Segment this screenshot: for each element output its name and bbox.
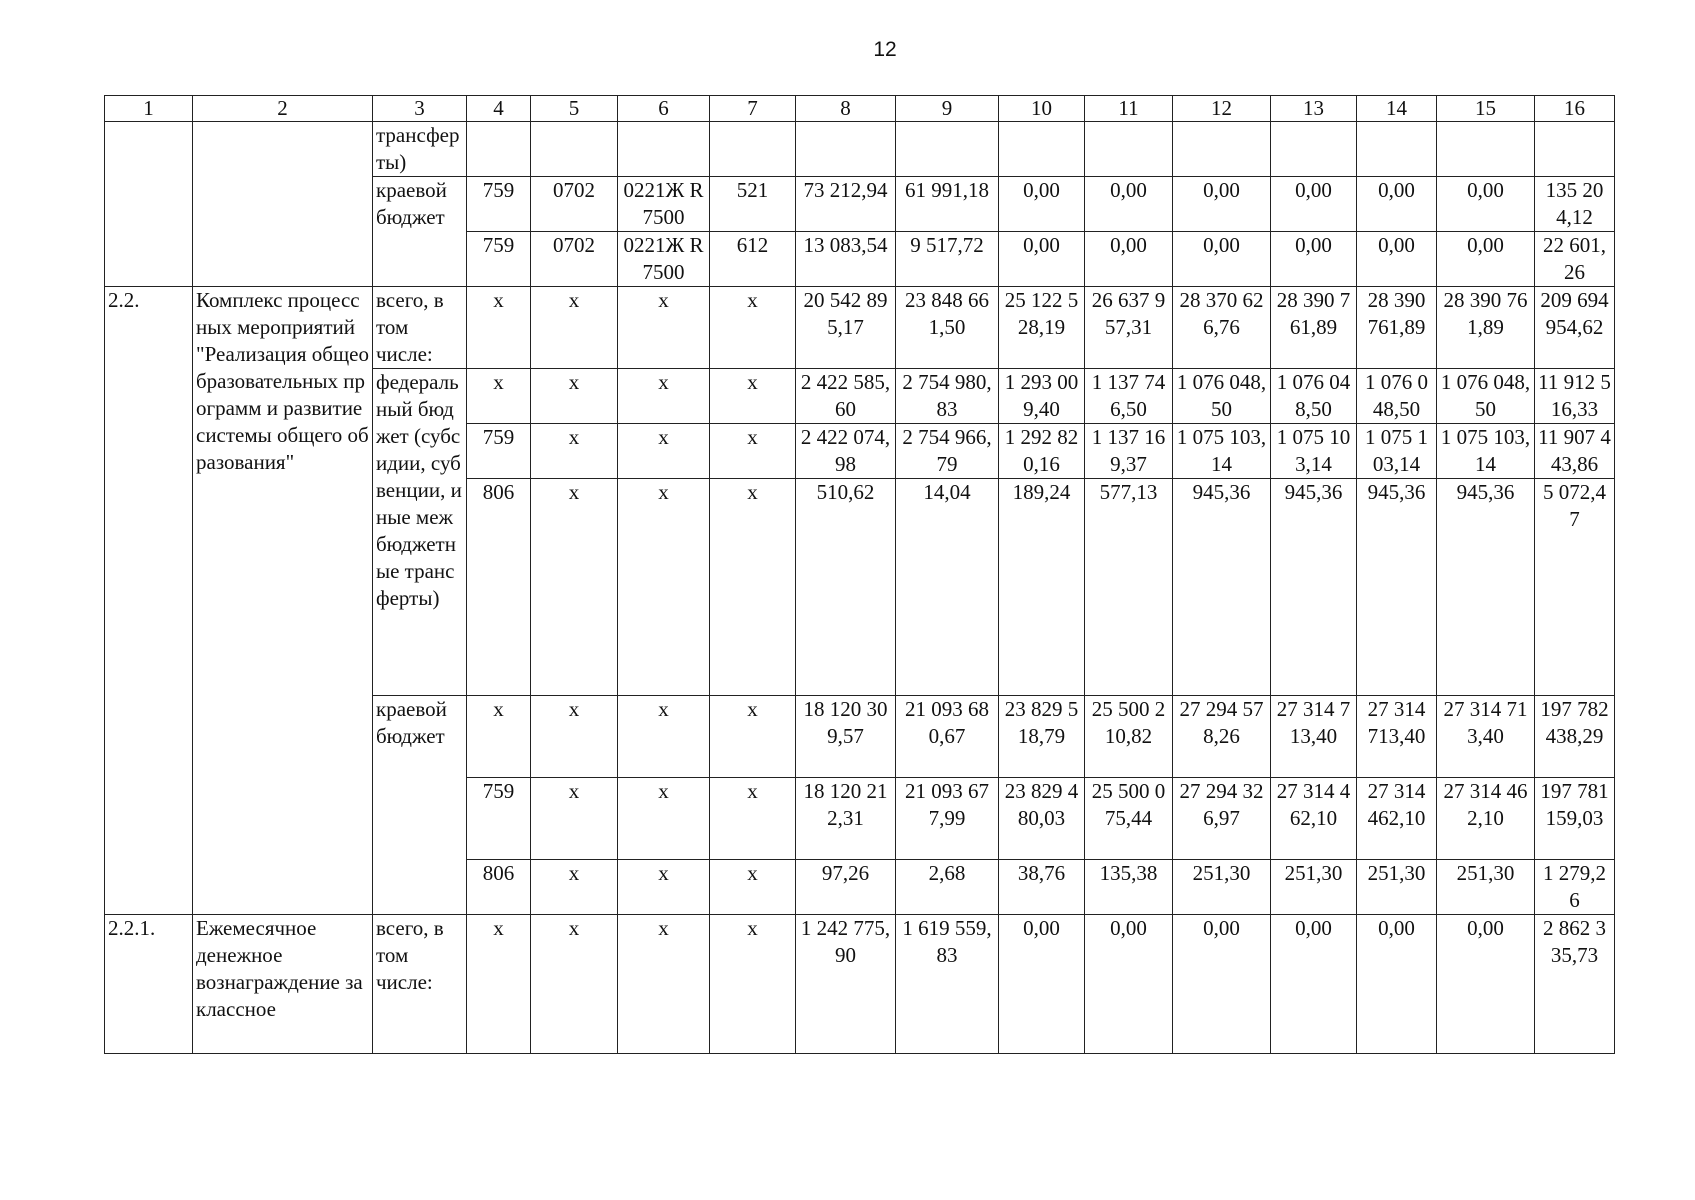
header-cell: 15 bbox=[1437, 96, 1535, 122]
table-cell: 759 bbox=[467, 177, 531, 232]
header-cell: 8 bbox=[796, 96, 896, 122]
table-cell: 806 bbox=[467, 479, 531, 696]
table-cell: 27 294 326,97 bbox=[1173, 778, 1271, 860]
table-cell: 189,24 bbox=[999, 479, 1085, 696]
header-cell: 10 bbox=[999, 96, 1085, 122]
table-cell: 759 bbox=[467, 232, 531, 287]
table-cell: 2 422 074,98 bbox=[796, 424, 896, 479]
row-number-cell: 2.2.1. bbox=[105, 915, 193, 1054]
row-name-cell: Ежемесячное денежное вознаграждение за классное bbox=[193, 915, 373, 1054]
table-cell: 251,30 bbox=[1173, 860, 1271, 915]
table-cell: х bbox=[618, 778, 710, 860]
row-number-cell: 2.2. bbox=[105, 287, 193, 915]
table-cell: 61 991,18 bbox=[896, 177, 999, 232]
table-cell: х bbox=[467, 287, 531, 369]
table-cell: 26 637 957,31 bbox=[1085, 287, 1173, 369]
table-cell: 0,00 bbox=[999, 915, 1085, 1054]
table-cell: х bbox=[618, 479, 710, 696]
table-cell: 577,13 bbox=[1085, 479, 1173, 696]
table-cell: 27 314 462,10 bbox=[1437, 778, 1535, 860]
table-cell: 0,00 bbox=[1271, 915, 1357, 1054]
table-cell: 27 314 713,40 bbox=[1437, 696, 1535, 778]
table-cell: 97,26 bbox=[796, 860, 896, 915]
table-cell: 0,00 bbox=[1437, 232, 1535, 287]
table-cell: 209 694 954,62 bbox=[1535, 287, 1615, 369]
table-cell: 0702 bbox=[531, 177, 618, 232]
table-cell: 1 137 169,37 bbox=[1085, 424, 1173, 479]
table-cell: 27 314 462,10 bbox=[1357, 778, 1437, 860]
table-cell: 251,30 bbox=[1271, 860, 1357, 915]
table-cell: 21 093 677,99 bbox=[896, 778, 999, 860]
table-cell: 0,00 bbox=[1271, 177, 1357, 232]
budget-table bbox=[104, 95, 1615, 1054]
header-cell: 2 bbox=[193, 96, 373, 122]
table-cell: 197 781 159,03 bbox=[1535, 778, 1615, 860]
table-cell: 251,30 bbox=[1357, 860, 1437, 915]
row-number-cell bbox=[105, 122, 193, 287]
table-cell: х bbox=[618, 915, 710, 1054]
table-cell: 14,04 bbox=[896, 479, 999, 696]
table-cell: 0702 bbox=[531, 232, 618, 287]
header-cell: 6 bbox=[618, 96, 710, 122]
table-cell: х bbox=[710, 479, 796, 696]
table-cell: 612 bbox=[710, 232, 796, 287]
table-cell: 1 293 009,40 bbox=[999, 369, 1085, 424]
table-cell: 0,00 bbox=[1437, 915, 1535, 1054]
header-cell: 4 bbox=[467, 96, 531, 122]
table-cell: 1 619 559,83 bbox=[896, 915, 999, 1054]
table-cell: 27 314 713,40 bbox=[1271, 696, 1357, 778]
table-cell: х bbox=[710, 424, 796, 479]
table-cell: 0221Ж R7500 bbox=[618, 177, 710, 232]
table-cell: 38,76 bbox=[999, 860, 1085, 915]
table-cell: 5 072,47 bbox=[1535, 479, 1615, 696]
table-cell: 28 390 761,89 bbox=[1437, 287, 1535, 369]
table-cell: 13 083,54 bbox=[796, 232, 896, 287]
table-cell: 0,00 bbox=[1357, 915, 1437, 1054]
table-cell: 1 075 103,14 bbox=[1357, 424, 1437, 479]
table-cell: 0,00 bbox=[1173, 232, 1271, 287]
table-cell: 759 bbox=[467, 778, 531, 860]
header-cell: 14 bbox=[1357, 96, 1437, 122]
table-cell: 945,36 bbox=[1357, 479, 1437, 696]
table-cell: 22 601,26 bbox=[1535, 232, 1615, 287]
table-cell: 11 912 516,33 bbox=[1535, 369, 1615, 424]
table-cell: х bbox=[531, 778, 618, 860]
table-cell: 9 517,72 bbox=[896, 232, 999, 287]
table-cell: 25 500 075,44 bbox=[1085, 778, 1173, 860]
table-cell: 1 076 048,50 bbox=[1271, 369, 1357, 424]
table-cell: 2 754 980,83 bbox=[896, 369, 999, 424]
table-cell: 27 314 713,40 bbox=[1357, 696, 1437, 778]
table-cell: 0,00 bbox=[1085, 177, 1173, 232]
table-cell: х bbox=[467, 696, 531, 778]
table-cell: 0,00 bbox=[1271, 232, 1357, 287]
header-row bbox=[105, 96, 1615, 122]
source-cell: краевой бюджет bbox=[373, 177, 467, 287]
table-cell: 135,38 bbox=[1085, 860, 1173, 915]
table-cell: х bbox=[618, 696, 710, 778]
table-row bbox=[105, 122, 1615, 177]
header-cell: 9 bbox=[896, 96, 999, 122]
table-cell: 1 292 820,16 bbox=[999, 424, 1085, 479]
table-cell: х bbox=[531, 915, 618, 1054]
table-cell: 20 542 895,17 bbox=[796, 287, 896, 369]
table-cell: 28 370 626,76 bbox=[1173, 287, 1271, 369]
row-name-cell bbox=[193, 122, 373, 287]
table-cell: 25 122 528,19 bbox=[999, 287, 1085, 369]
header-cell: 11 bbox=[1085, 96, 1173, 122]
table-cell: х bbox=[618, 287, 710, 369]
table-cell: 2,68 bbox=[896, 860, 999, 915]
table-cell: 759 bbox=[467, 424, 531, 479]
source-cell: трансферты) bbox=[373, 122, 467, 177]
table-cell: 135 204,12 bbox=[1535, 177, 1615, 232]
table-cell: 23 829 518,79 bbox=[999, 696, 1085, 778]
source-cell: всего, в том числе: bbox=[373, 915, 467, 1054]
table-cell: 1 279,26 bbox=[1535, 860, 1615, 915]
table-cell: 1 137 746,50 bbox=[1085, 369, 1173, 424]
table-cell: х bbox=[710, 369, 796, 424]
table-cell: х bbox=[618, 369, 710, 424]
table-cell: 945,36 bbox=[1271, 479, 1357, 696]
header-cell: 7 bbox=[710, 96, 796, 122]
table-cell: 18 120 212,31 bbox=[796, 778, 896, 860]
table-cell: 0,00 bbox=[1437, 177, 1535, 232]
table-cell: 510,62 bbox=[796, 479, 896, 696]
table-cell: 0,00 bbox=[1085, 232, 1173, 287]
table-cell: 18 120 309,57 bbox=[796, 696, 896, 778]
table-cell: 1 076 048,50 bbox=[1173, 369, 1271, 424]
source-cell: краевой бюджет bbox=[373, 696, 467, 915]
header-cell: 16 bbox=[1535, 96, 1615, 122]
row-name-cell: Комплекс процессных мероприятий "Реализация общеобразовательных программ и развитие системы общего образования" bbox=[193, 287, 373, 915]
header-cell: 13 bbox=[1271, 96, 1357, 122]
table-cell: х bbox=[467, 369, 531, 424]
table-cell: х bbox=[531, 424, 618, 479]
header-cell: 12 bbox=[1173, 96, 1271, 122]
table-cell: х bbox=[618, 424, 710, 479]
table-cell: х bbox=[710, 778, 796, 860]
table-cell: х bbox=[531, 479, 618, 696]
header-cell: 1 bbox=[105, 96, 193, 122]
table-cell: 0,00 bbox=[1357, 177, 1437, 232]
table-cell: 27 294 578,26 bbox=[1173, 696, 1271, 778]
table-cell: 25 500 210,82 bbox=[1085, 696, 1173, 778]
table-cell: 2 754 966,79 bbox=[896, 424, 999, 479]
table-cell: х bbox=[710, 860, 796, 915]
header-cell: 3 bbox=[373, 96, 467, 122]
table-cell: 1 076 048,50 bbox=[1357, 369, 1437, 424]
table-cell: 28 390 761,89 bbox=[1357, 287, 1437, 369]
source-cell: федеральный бюджет (субсидии, субвенции, иные межбюджетные трансферты) bbox=[373, 369, 467, 696]
table-cell: 0,00 bbox=[1357, 232, 1437, 287]
table-row bbox=[105, 915, 1615, 1054]
table-cell: х bbox=[710, 915, 796, 1054]
table-cell: 1 075 103,14 bbox=[1437, 424, 1535, 479]
table-cell: 806 bbox=[467, 860, 531, 915]
table-cell: 0221Ж R7500 bbox=[618, 232, 710, 287]
page-number: 12 bbox=[873, 38, 897, 61]
header-cell: 5 bbox=[531, 96, 618, 122]
table-cell: 2 422 585,60 bbox=[796, 369, 896, 424]
table-cell: 2 862 335,73 bbox=[1535, 915, 1615, 1054]
table-cell: 945,36 bbox=[1437, 479, 1535, 696]
table-cell: 521 bbox=[710, 177, 796, 232]
table-cell: 21 093 680,67 bbox=[896, 696, 999, 778]
table-row bbox=[105, 287, 1615, 369]
table-cell: 0,00 bbox=[1173, 915, 1271, 1054]
table-cell: х bbox=[531, 696, 618, 778]
table-cell: 1 075 103,14 bbox=[1271, 424, 1357, 479]
table-cell: 0,00 bbox=[1173, 177, 1271, 232]
table-cell: 28 390 761,89 bbox=[1271, 287, 1357, 369]
table-cell: 945,36 bbox=[1173, 479, 1271, 696]
table-cell: 1 242 775,90 bbox=[796, 915, 896, 1054]
table-cell: х bbox=[618, 860, 710, 915]
table-cell: х bbox=[710, 696, 796, 778]
source-cell: всего, в том числе: bbox=[373, 287, 467, 369]
table-cell: 73 212,94 bbox=[796, 177, 896, 232]
table-cell: 1 076 048,50 bbox=[1437, 369, 1535, 424]
table-cell: 251,30 bbox=[1437, 860, 1535, 915]
table-cell: 11 907 443,86 bbox=[1535, 424, 1615, 479]
table-cell: 1 075 103,14 bbox=[1173, 424, 1271, 479]
table-cell: х bbox=[531, 369, 618, 424]
table-cell: 0,00 bbox=[1085, 915, 1173, 1054]
table-cell: х bbox=[467, 915, 531, 1054]
table-cell: х bbox=[531, 287, 618, 369]
table-cell: 0,00 bbox=[999, 177, 1085, 232]
table-cell: 27 314 462,10 bbox=[1271, 778, 1357, 860]
table-cell: 23 829 480,03 bbox=[999, 778, 1085, 860]
table-cell: 23 848 661,50 bbox=[896, 287, 999, 369]
table-cell: х bbox=[531, 860, 618, 915]
table-cell: 0,00 bbox=[999, 232, 1085, 287]
table-cell: х bbox=[710, 287, 796, 369]
table-cell: 197 782 438,29 bbox=[1535, 696, 1615, 778]
